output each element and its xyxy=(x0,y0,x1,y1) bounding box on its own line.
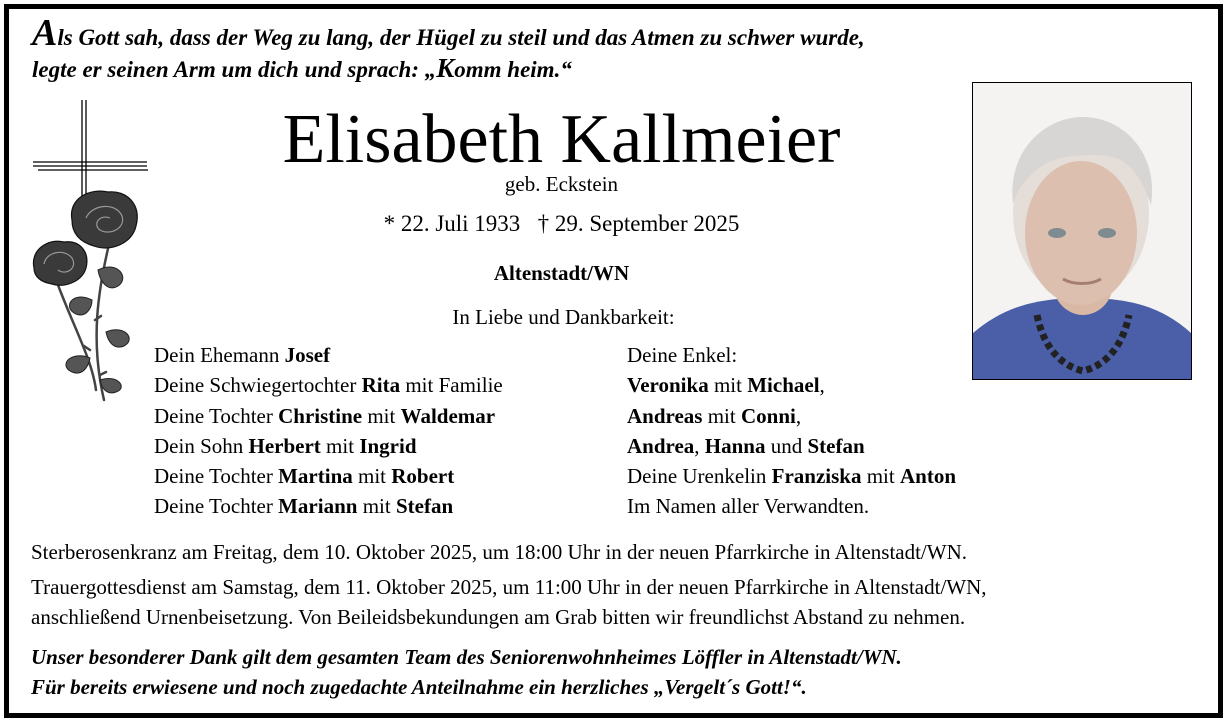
family-line: Deine Tochter Mariann mit Stefan xyxy=(154,494,454,519)
residence-place: Altenstadt/WN xyxy=(493,261,630,285)
thanks-line-1: Unser besonderer Dank gilt dem gesamten Team des Seniorenwohnheimes Löffler in Altenstadt/WN. xyxy=(31,645,902,669)
grandchildren-heading: Deine Enkel: xyxy=(627,343,738,367)
deceased-name: Elisabeth Kallmeier xyxy=(282,101,841,178)
family-line: Dein Ehemann Josef xyxy=(154,343,331,367)
portrait-photo xyxy=(972,82,1192,380)
thanks-note xyxy=(31,642,902,702)
family-line: Deine Schwiegertochter Rita mit Familie xyxy=(154,373,503,398)
quote-initial: A xyxy=(32,12,58,54)
mourners-intro: In Liebe und Dankbarkeit: xyxy=(452,305,675,329)
family-line: Dein Sohn Herbert mit Ingrid xyxy=(154,433,417,458)
rosary-notice: Sterberosenkranz am Freitag, dem 10. Oktober 2025, um 18:00 Uhr in der neuen Pfarrkirche in Altenstadt/WN. xyxy=(31,540,968,564)
quote-line-2: legte er seinen Arm um dich und sprach: „ xyxy=(32,57,437,82)
funeral-mass-line-2: anschließend Urnenbeisetzung. Von Beileidsbekundungen am Grab bitten wir freundlichst Abstand zu nehmen. xyxy=(31,605,966,629)
family-line: Deine Tochter Christine mit Waldemar xyxy=(154,403,496,428)
quote-line-2-end: omm heim.“ xyxy=(454,57,572,82)
family-line: Deine Urenkelin Franziska mit Anton xyxy=(627,464,957,489)
funeral-mass-notice xyxy=(31,572,987,632)
family-line: Deine Tochter Martina mit Robert xyxy=(154,464,455,489)
birth-date: * 22. Juli 1933 xyxy=(383,211,521,236)
opening-quote xyxy=(32,12,865,85)
family-list-right xyxy=(627,340,956,522)
family-line: Veronika mit Michael, xyxy=(627,373,825,398)
family-line: Andrea, Hanna und Stefan xyxy=(627,433,865,458)
quote-line-1: ls Gott sah, dass der Weg zu lang, der Hügel zu steil und das Atmen zu schwer wurde, xyxy=(57,25,865,50)
family-list-left xyxy=(154,340,503,522)
birth-name: geb. Eckstein xyxy=(504,172,619,196)
quote-initial-2: K xyxy=(436,53,455,83)
death-date: † 29. September 2025 xyxy=(537,211,740,236)
closing-line: Im Namen aller Verwandten. xyxy=(627,494,870,519)
life-dates xyxy=(0,211,1123,237)
family-line: Andreas mit Conni, xyxy=(627,403,802,428)
thanks-line-2: Für bereits erwiesene und noch zugedachte Anteilnahme ein herzliches „Vergelt´s Gott!“. xyxy=(31,675,807,699)
funeral-mass-line-1: Trauergottesdienst am Samstag, dem 11. Oktober 2025, um 11:00 Uhr in der neuen Pfarrkirche in Altenstadt/WN, xyxy=(31,575,987,599)
